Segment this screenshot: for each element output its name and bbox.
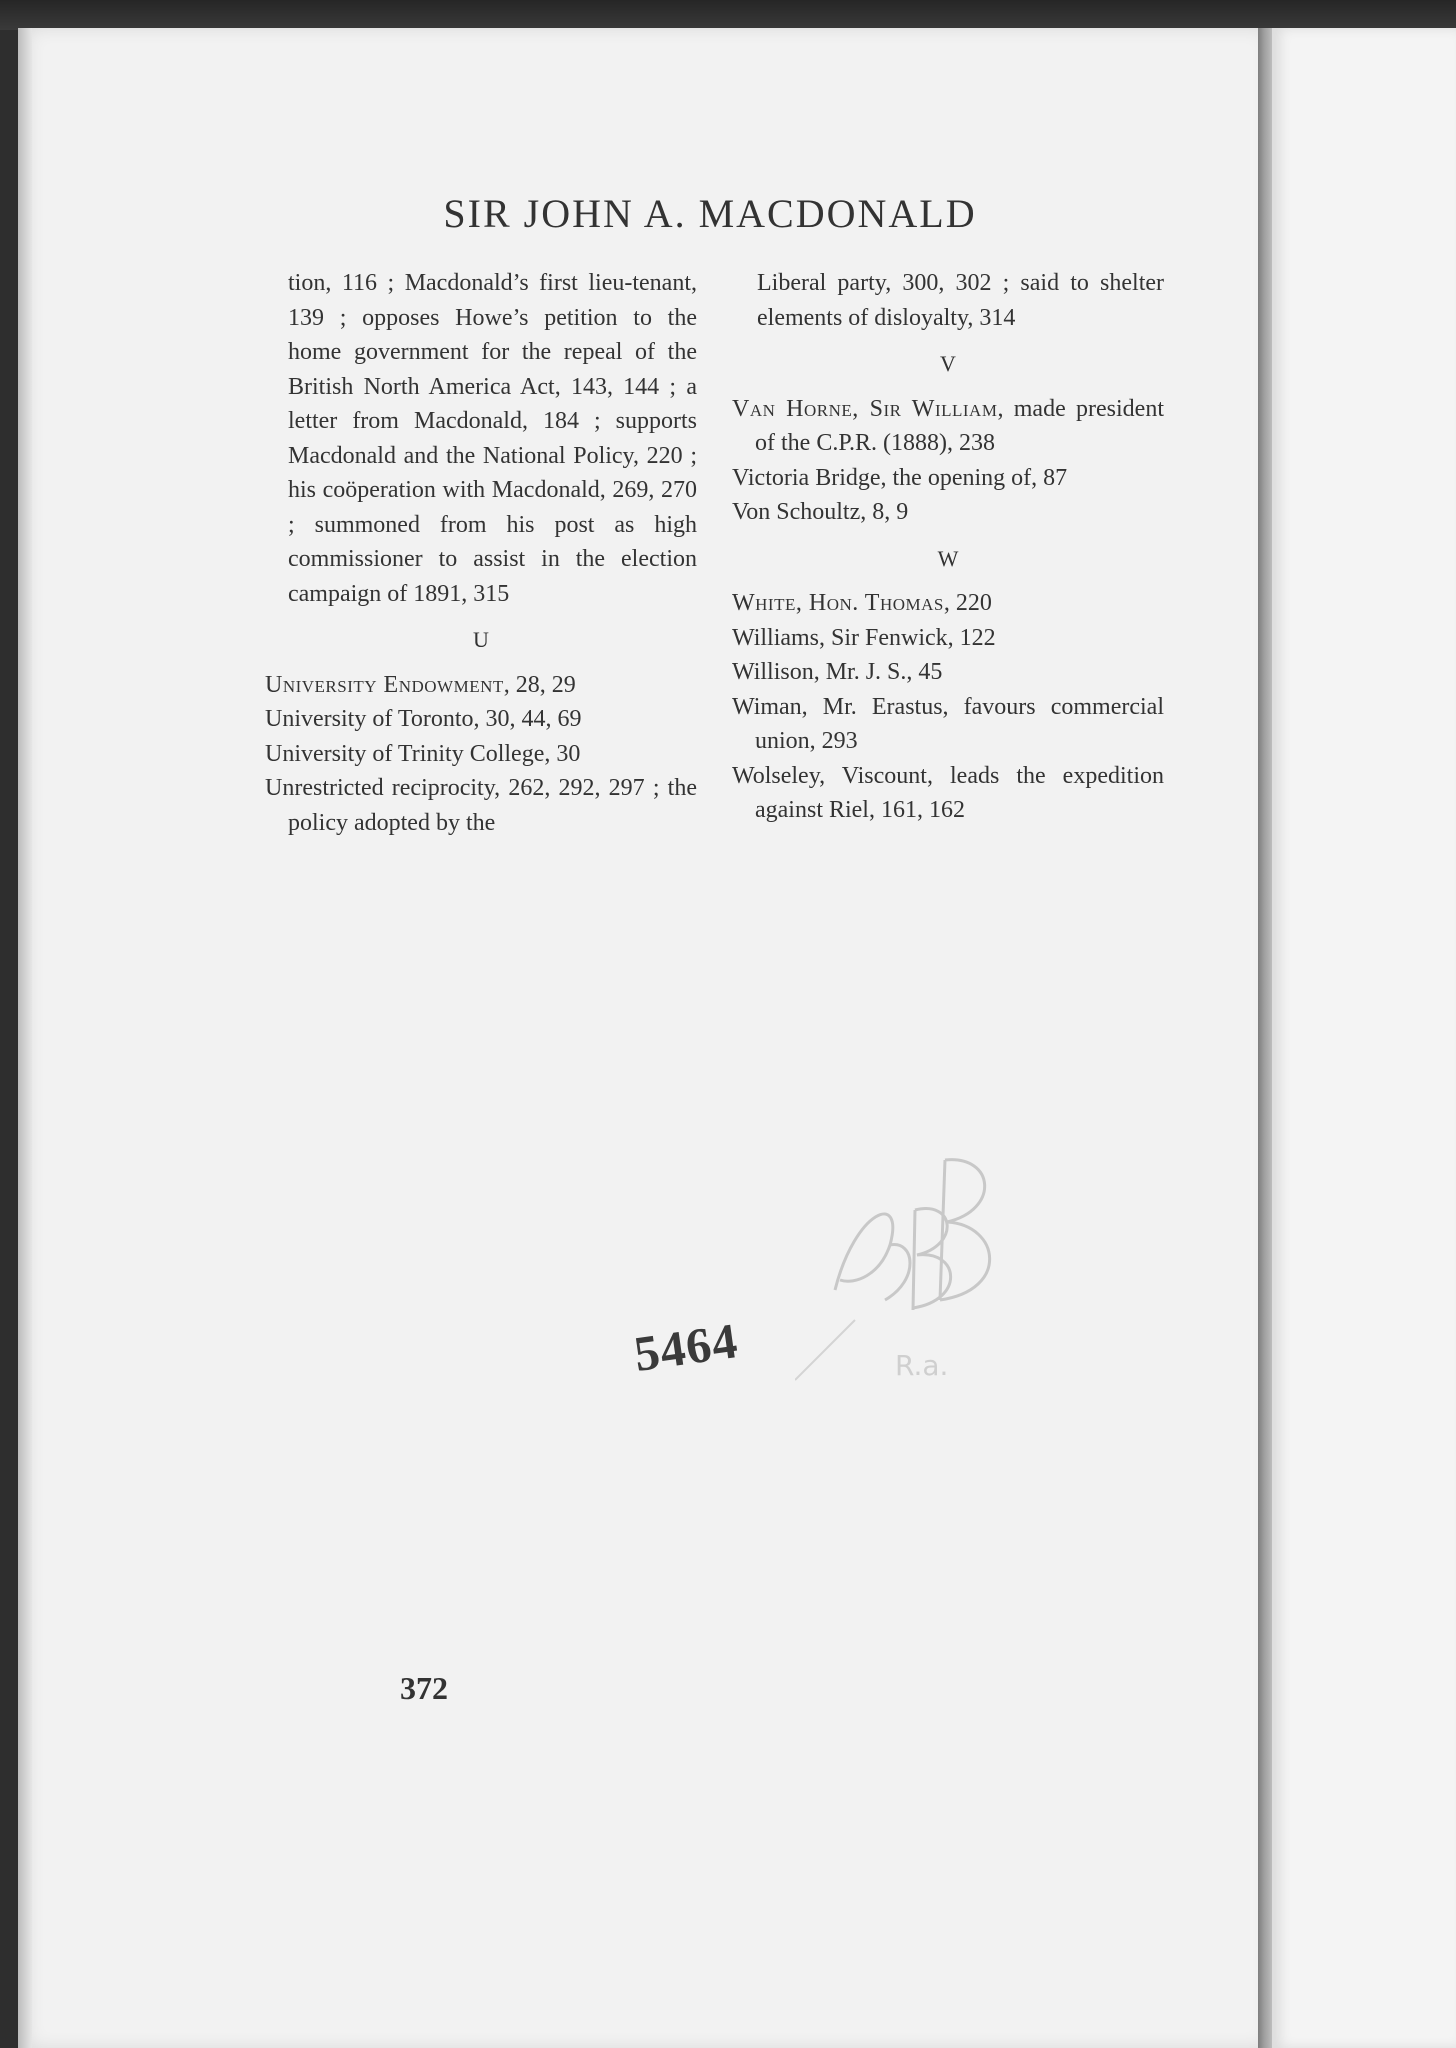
page-left-edge xyxy=(18,28,32,2048)
pencil-stroke xyxy=(795,1320,855,1380)
scan-top-edge xyxy=(0,0,1456,30)
index-entry-victoria-bridge: Victoria Bridge, the opening of, 87 xyxy=(732,464,1068,491)
book-spine xyxy=(1258,28,1272,2048)
entry-heading-small-caps: Van Horne, Sir William xyxy=(732,395,998,422)
index-entry-continuation: Liberal party, 300, 302 ; said to shelter elements of disloyalty, 314 xyxy=(757,270,1164,331)
index-entry-white xyxy=(732,586,1164,621)
index-letter-heading-v: V xyxy=(940,351,956,376)
index-entry-willison: Willison, Mr. J. S., 45 xyxy=(732,659,943,685)
entry-pages: , 220 xyxy=(943,590,992,616)
index-entry-von-schoultz: Von Schoultz, 8, 9 xyxy=(732,499,909,525)
index-column-right xyxy=(732,266,1164,828)
index-letter-heading-w: W xyxy=(937,545,959,571)
index-entry-wiman: Wiman, Mr. Erastus, favours commercial union, 293 xyxy=(732,693,1164,754)
entry-heading-small-caps: University Endowment xyxy=(265,671,504,698)
index-entry-unrestricted-reciprocity: Unrestricted reciprocity, 262, 292, 297 ; the policy adopted by the xyxy=(265,775,697,836)
page-number: 372 xyxy=(400,1670,448,1706)
index-entry-williams: Williams, Sir Fenwick, 122 xyxy=(732,624,996,651)
entry-heading-small-caps: White, Hon. Thomas xyxy=(732,590,944,616)
pencil-stroke xyxy=(913,1209,951,1310)
entry-pages: , 28, 29 xyxy=(503,671,576,698)
index-letter-heading-u: U xyxy=(473,627,489,652)
running-head: SIR JOHN A. MACDONALD xyxy=(443,191,977,236)
index-entry-wolseley: Wolseley, Viscount, leads the expedition against Riel, 161, 162 xyxy=(732,762,1164,823)
pencil-stroke xyxy=(835,1214,910,1300)
index-entry-university-endowment xyxy=(265,668,697,703)
index-column-left xyxy=(265,266,697,840)
index-entry-university-toronto: University of Toronto, 30, 44, 69 xyxy=(265,706,582,732)
pencil-annotation xyxy=(795,1150,1025,1390)
index-entry-continuation: tion, 116 ; Macdonald’s first lieu-tenant, 139 ; opposes Howe’s petition to the home government for the repeal of the British North America Act, 143, 144 ; a letter from Macdonald, 184 ; supports Macdonald and the National Policy, 220 ; his coöperation with Macdonald, 269, 270 ; summoned from his post as high commissioner to assist in the election campaign of 1891, 315 xyxy=(288,270,697,607)
accession-stamp: 5464 xyxy=(630,1312,742,1382)
index-entry-van-horne xyxy=(732,392,1164,461)
index-entry-university-trinity: University of Trinity College, 30 xyxy=(265,740,581,767)
pencil-note-small: R.a. xyxy=(895,1349,949,1382)
facing-page xyxy=(1272,28,1456,2048)
entry-text: , made president of the C.P.R. (1888), 238 xyxy=(755,395,1164,456)
